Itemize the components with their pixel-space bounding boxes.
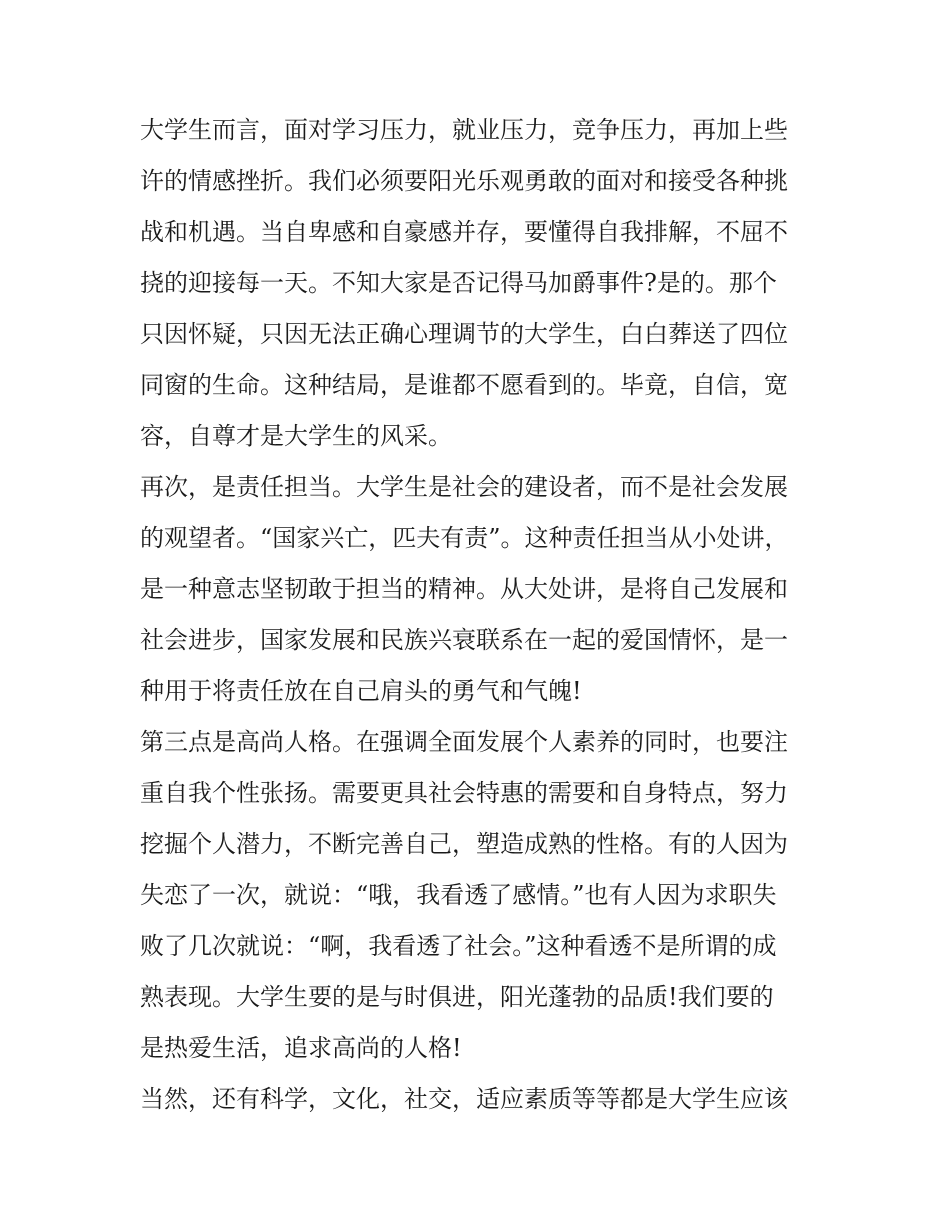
- text-line: 容，自尊才是大学生的风采。: [140, 422, 452, 450]
- text-line: 战和机遇。当自卑感和自豪感并存，要懂得自我排解，不屈不: [140, 218, 788, 246]
- text-line: 的观望者。“国家兴亡，匹夫有责”。这种责任担当从小处讲，: [140, 524, 789, 552]
- document-body: [140, 105, 812, 1125]
- text-line: 败了几次就说：“啊，我看透了社会。”这种看透不是所谓的成: [140, 932, 777, 960]
- text-line: 挠的迎接每一天。不知大家是否记得马加爵事件?是的。那个: [140, 269, 777, 297]
- text-line: 是一种意志坚韧敢于担当的精神。从大处讲，是将自己发展和: [140, 575, 788, 603]
- text-line: 种用于将责任放在自己肩头的勇气和气魄!: [140, 677, 582, 705]
- text-line: 许的情感挫折。我们必须要阳光乐观勇敢的面对和接受各种挑: [140, 167, 788, 195]
- text-line: 是热爱生活，追求高尚的人格!: [140, 1034, 462, 1062]
- text-line: 当然，还有科学，文化，社交，适应素质等等都是大学生应该: [140, 1085, 788, 1113]
- text-line: 再次，是责任担当。大学生是社会的建设者，而不是社会发展: [140, 473, 788, 501]
- text-line: 第三点是高尚人格。在强调全面发展个人素养的同时，也要注: [140, 728, 788, 756]
- text-line: 重自我个性张扬。需要更具社会特惠的需要和自身特点，努力: [140, 779, 788, 807]
- text-line: 同窗的生命。这种结局，是谁都不愿看到的。毕竟，自信，宽: [140, 371, 788, 399]
- text-line: 失恋了一次，就说：“哦，我看透了感情。”也有人因为求职失: [140, 881, 777, 909]
- text-line: 大学生而言，面对学习压力，就业压力，竞争压力，再加上些: [140, 116, 788, 144]
- text-line: 只因怀疑，只因无法正确心理调节的大学生，白白葬送了四位: [140, 320, 788, 348]
- text-line: 熟表现。大学生要的是与时俱进，阳光蓬勃的品质!我们要的: [140, 983, 774, 1011]
- text-line: 挖掘个人潜力，不断完善自己，塑造成熟的性格。有的人因为: [140, 830, 788, 858]
- text-line: 社会进步，国家发展和民族兴衰联系在一起的爱国情怀，是一: [140, 626, 788, 654]
